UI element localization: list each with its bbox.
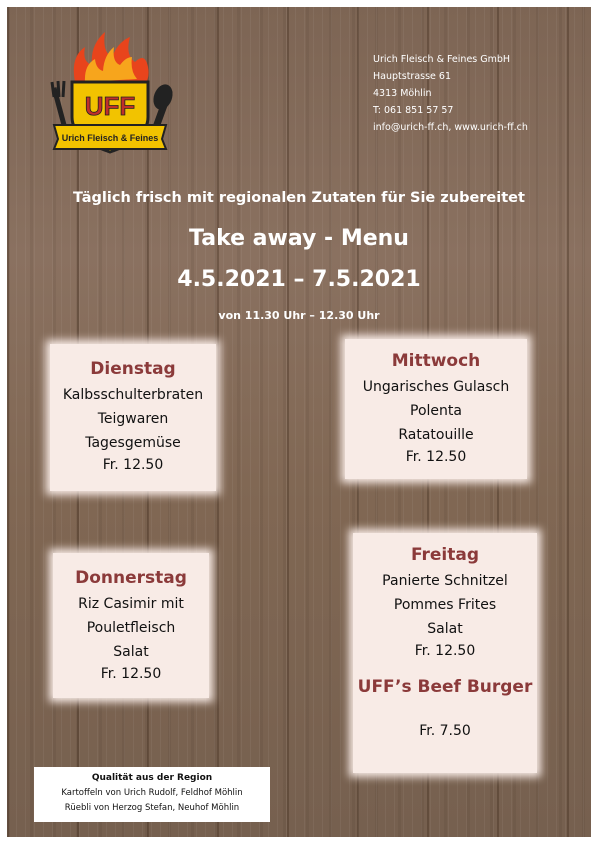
menu-page <box>7 7 591 837</box>
menu-dates: 4.5.2021 – 7.5.2021 <box>177 267 421 292</box>
day-heading: Freitag <box>410 545 480 565</box>
card-donnerstag <box>53 553 209 698</box>
logo-text: UFF <box>84 91 136 121</box>
page-title: Take away - Menu <box>189 226 409 251</box>
menu-item: Pommes Frites <box>393 597 497 613</box>
company-street: Hauptstrasse 61 <box>373 71 451 82</box>
tagline: Täglich frisch mit regionalen Zutaten für Sie zubereitet <box>73 190 525 206</box>
menu-item: Salat <box>427 621 463 637</box>
menu-item: Pouletfleisch <box>86 620 176 636</box>
quality-title: Qualität aus der Region <box>91 773 213 783</box>
menu-item: Teigwaren <box>97 411 169 427</box>
uff-logo <box>40 27 180 167</box>
menu-item: Kalbsschulterbraten <box>62 387 204 403</box>
quality-line: Kartoffeln von Urich Rudolf, Feldhof Möhlin <box>61 788 243 798</box>
company-contact[interactable]: info@urich-ff.ch, www.urich-ff.ch <box>373 122 528 133</box>
logo-ribbon-text: Urich Fleisch & Feines <box>61 133 159 143</box>
menu-item: Tagesgemüse <box>85 435 181 451</box>
price: Fr. 12.50 <box>102 457 164 473</box>
day-heading: Dienstag <box>90 359 176 379</box>
menu-item: Ungarisches Gulasch <box>362 379 510 395</box>
burger-price: Fr. 7.50 <box>419 723 471 739</box>
company-city: 4313 Möhlin <box>373 88 432 99</box>
menu-item: Polenta <box>410 403 462 419</box>
day-heading: Donnerstag <box>75 568 187 588</box>
quality-box <box>34 767 270 822</box>
card-mittwoch <box>345 339 527 479</box>
menu-item: Salat <box>113 644 149 660</box>
company-address <box>373 51 528 136</box>
price: Fr. 12.50 <box>405 449 467 465</box>
company-phone: T: 061 851 57 57 <box>373 105 454 116</box>
day-heading: Mittwoch <box>391 351 481 371</box>
price: Fr. 12.50 <box>414 643 476 659</box>
price: Fr. 12.50 <box>100 666 162 682</box>
menu-item: Riz Casimir mit <box>78 596 184 612</box>
company-name: Urich Fleisch & Feines GmbH <box>373 54 511 65</box>
card-dienstag <box>50 344 216 491</box>
menu-item: Panierte Schnitzel <box>382 573 508 589</box>
menu-item: Ratatouille <box>398 427 474 443</box>
menu-hours: von 11.30 Uhr – 12.30 Uhr <box>218 309 380 322</box>
burger-heading: UFF’s Beef Burger <box>357 677 533 697</box>
card-freitag <box>353 533 537 773</box>
quality-line: Rüebli von Herzog Stefan, Neuhof Möhlin <box>64 803 240 813</box>
